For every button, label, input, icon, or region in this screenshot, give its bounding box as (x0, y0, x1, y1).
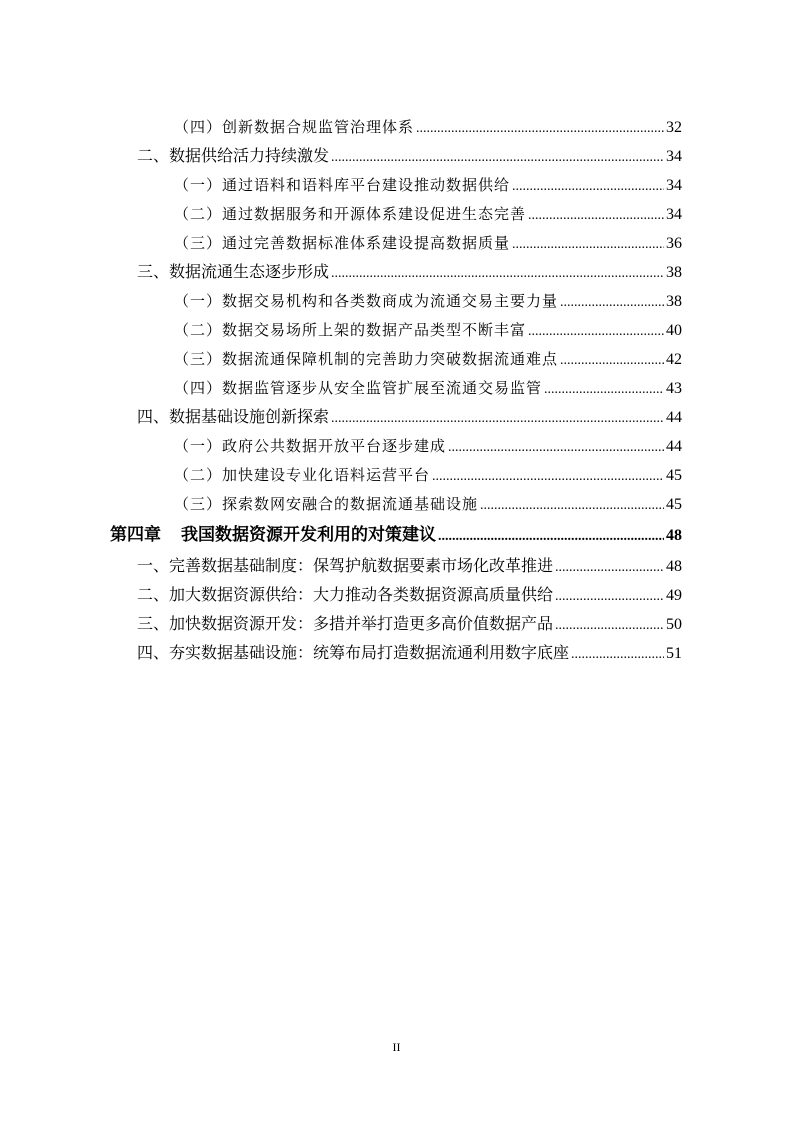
toc-page-number: 44 (666, 438, 682, 455)
dot-leader (331, 406, 664, 432)
dot-leader (448, 435, 664, 461)
dot-leader (560, 348, 664, 374)
toc-entry-title: （四）数据监管逐步从安全监管扩展至流通交易监管 (174, 379, 543, 397)
toc-entry[interactable] (174, 491, 682, 517)
toc-page-number: 38 (666, 264, 682, 281)
toc-entry-title: 四、数据基础设施创新探索 (137, 407, 330, 426)
toc-entry[interactable] (174, 433, 682, 459)
toc-entry-title: 四、夯实数据基础设施：统筹布局打造数据流通利用数字底座 (137, 643, 570, 662)
dot-leader (555, 555, 664, 581)
toc-entry-title: 我国数据资源开发利用的对策建议 (181, 525, 436, 545)
toc-entry-title: 一、完善数据基础制度：保驾护航数据要素市场化改革推进 (137, 556, 554, 575)
toc-page-number: 48 (666, 527, 682, 544)
toc-page-number: 36 (666, 235, 682, 252)
toc-entry[interactable] (174, 172, 682, 198)
dot-leader (416, 116, 664, 142)
toc-page-number: 45 (666, 496, 682, 513)
toc-entry[interactable] (137, 404, 682, 430)
toc-entry[interactable] (137, 640, 682, 666)
dot-leader (544, 377, 664, 403)
toc-entry[interactable] (174, 201, 682, 227)
toc-page-number: 45 (666, 467, 682, 484)
dot-leader (555, 613, 664, 639)
toc-entry[interactable] (137, 611, 682, 637)
toc-entry-title: 二、加大数据资源供给：大力推动各类数据资源高质量供给 (137, 585, 554, 604)
toc-entry-title: （三）数据流通保障机制的完善助力突破数据流通难点 (174, 350, 559, 368)
toc-page-number: 34 (666, 206, 682, 223)
toc-entry-title: （一）通过语料和语料库平台建设推动数据供给 (174, 176, 511, 194)
toc-entry-title: （二）通过数据服务和开源体系建设促进生态完善 (174, 205, 527, 223)
toc-entry[interactable] (174, 317, 682, 343)
toc-entry-title: 三、加快数据资源开发：多措并举打造更多高价值数据产品 (137, 614, 554, 633)
toc-chapter-entry[interactable] (110, 522, 682, 548)
toc-entry-title: （二）数据交易场所上架的数据产品类型不断丰富 (174, 321, 527, 339)
toc-entry-title: （一）数据交易机构和各类数商成为流通交易主要力量 (174, 292, 559, 310)
toc-entry-title: 三、数据流通生态逐步形成 (137, 262, 330, 281)
dot-leader (528, 319, 664, 345)
toc-page-number: 43 (666, 380, 682, 397)
toc-page-number: 48 (666, 558, 682, 575)
toc-entry[interactable] (174, 288, 682, 314)
toc-entry[interactable] (174, 346, 682, 372)
dot-leader (571, 642, 664, 668)
dot-leader (331, 145, 664, 171)
toc-page-number: 42 (666, 351, 682, 368)
toc-page-number: 32 (666, 119, 682, 136)
toc-page-number: 49 (666, 587, 682, 604)
toc-page-number: 40 (666, 322, 682, 339)
toc-entry-title: 二、数据供给活力持续激发 (137, 146, 330, 165)
toc-entry-title: （一）政府公共数据开放平台逐步建成 (174, 437, 447, 455)
dot-leader (560, 290, 664, 316)
dot-leader (432, 464, 664, 490)
toc-entry[interactable] (174, 230, 682, 256)
toc-entry-title: （三）探索数网安融合的数据流通基础设施 (174, 495, 479, 513)
toc-entry-title: （四）创新数据合规监管治理体系 (174, 118, 415, 136)
toc-entry[interactable] (174, 375, 682, 401)
page-footer-number: II (392, 1040, 401, 1054)
toc-page-number: 34 (666, 177, 682, 194)
toc-page-number: 34 (666, 148, 682, 165)
toc-entry-title: （三）通过完善数据标准体系建设提高数据质量 (174, 234, 511, 252)
dot-leader (555, 584, 664, 610)
toc-page-number: 50 (666, 616, 682, 633)
toc-chapter-label: 第四章 (110, 525, 161, 545)
dot-leader (512, 174, 664, 200)
toc-entry-title: （二）加快建设专业化语料运营平台 (174, 466, 431, 484)
toc-page-number: 51 (666, 645, 682, 662)
dot-leader (528, 203, 664, 229)
toc-entry[interactable] (137, 582, 682, 608)
dot-leader (480, 493, 664, 519)
toc-entry[interactable] (174, 114, 682, 140)
toc-entry[interactable] (137, 259, 682, 285)
dot-leader (512, 232, 664, 258)
toc-entry[interactable] (174, 462, 682, 488)
dot-leader (331, 261, 664, 287)
toc-entry[interactable] (137, 553, 682, 579)
toc-page-number: 44 (666, 409, 682, 426)
toc-entry[interactable] (137, 143, 682, 169)
toc-page-number: 38 (666, 293, 682, 310)
dot-leader (438, 524, 664, 550)
